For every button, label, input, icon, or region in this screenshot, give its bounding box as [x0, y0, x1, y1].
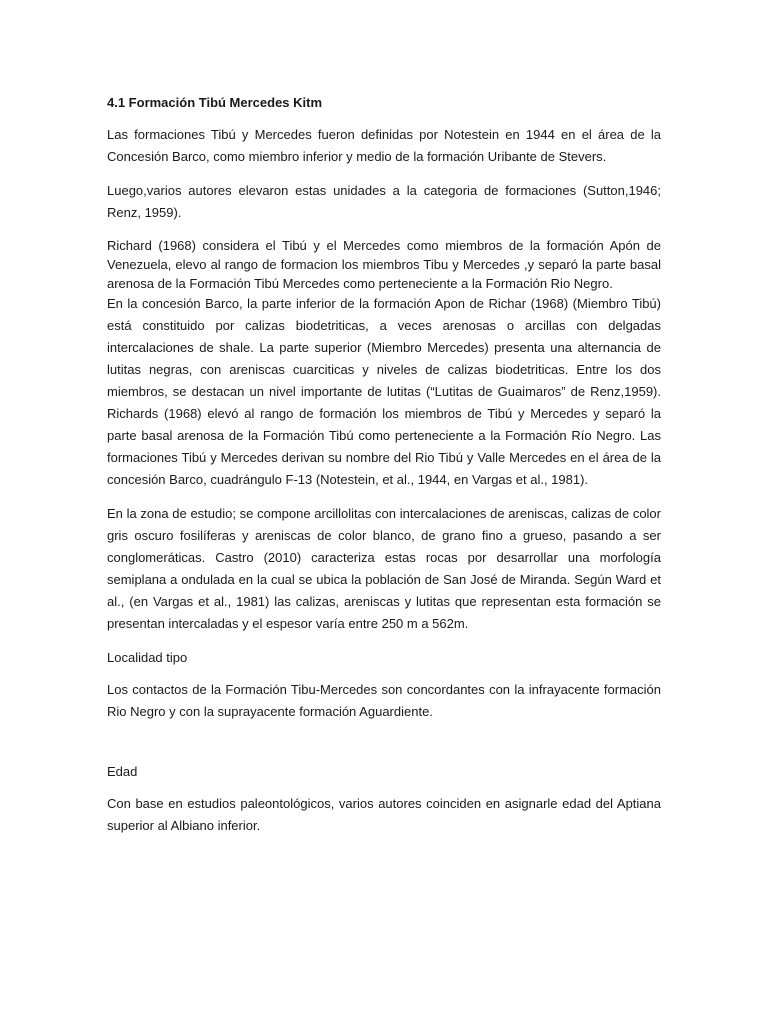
- label-edad: Edad: [107, 764, 138, 779]
- paragraph-definition: Las formaciones Tibú y Mercedes fueron definidas por Notestein en 1944 en el área de la Concesión Barco, como miembro inferior y medio de la formación Uribante de Stevers.: [107, 127, 661, 164]
- paragraph-study-zone: En la zona de estudio; se compone arcillolitas con intercalaciones de areniscas, calizas de color gris oscuro fosilíferas y areniscas de color blanco, de grano fino a grueso, pasando a ser conglomeráticas. Castro (2010) caracteriza estas rocas por desarrollar una morfología semiplana a ondulada en la cual se ubica la población de San José de Miranda. Según Ward et al., (en Vargas et al., 1981) las calizas, areniscas y lutitas que representan esta formación se presentan intercaladas y el espesor varía entre 250 m a 562m.: [107, 506, 661, 631]
- paragraph-richard: Richard (1968) considera el Tibú y el Mercedes como miembros de la formación Apón de Venezuela, elevo al rango de formacion los miembros Tibu y Mercedes ,y separó la parte basal arenosa de la Formación Tibú Mercedes como perteneciente a la Formación Rio Negro.: [107, 238, 661, 291]
- spacer: [107, 735, 661, 761]
- label-localidad-tipo: Localidad tipo: [107, 650, 188, 665]
- section-heading: 4.1 Formación Tibú Mercedes Kitm: [107, 95, 323, 110]
- document-page: [107, 92, 661, 849]
- paragraph-age: Con base en estudios paleontológicos, varios autores coinciden en asignarle edad del Aptiana superior al Albiano inferior.: [107, 796, 661, 833]
- paragraph-elevation: Luego,varios autores elevaron estas unidades a la categoria de formaciones (Sutton,1946; Renz, 1959).: [107, 183, 661, 220]
- paragraph-barco-concession: En la concesión Barco, la parte inferior de la formación Apon de Richar (1968) (Miembro Tibú) está constituido por calizas biodetriticas, a veces arenosas o arcillas con delgadas intercalaciones de shale. La parte superior (Miembro Mercedes) presenta una alternancia de lutitas negras, con areniscas cuarciticas y niveles de calizas biodetriticas. Entre los dos miembros, se destacan un nivel importante de lutitas (“Lutitas de Guaimaros” de Renz,1959). Richards (1968) elevó al rango de formación los miembros de Tibú y Mercedes y separó la parte basal arenosa de la Formación Tibú como perteneciente a la Formación Río Negro. Las formaciones Tibú y Mercedes derivan su nombre del Rio Tibú y Valle Mercedes en el área de la concesión Barco, cuadrángulo F-13 (Notestein, et al., 1944, en Vargas et al., 1981).: [107, 296, 661, 487]
- paragraph-contacts: Los contactos de la Formación Tibu-Mercedes son concordantes con la infrayacente formación Rio Negro y con la suprayacente formación Aguardiente.: [107, 682, 661, 719]
